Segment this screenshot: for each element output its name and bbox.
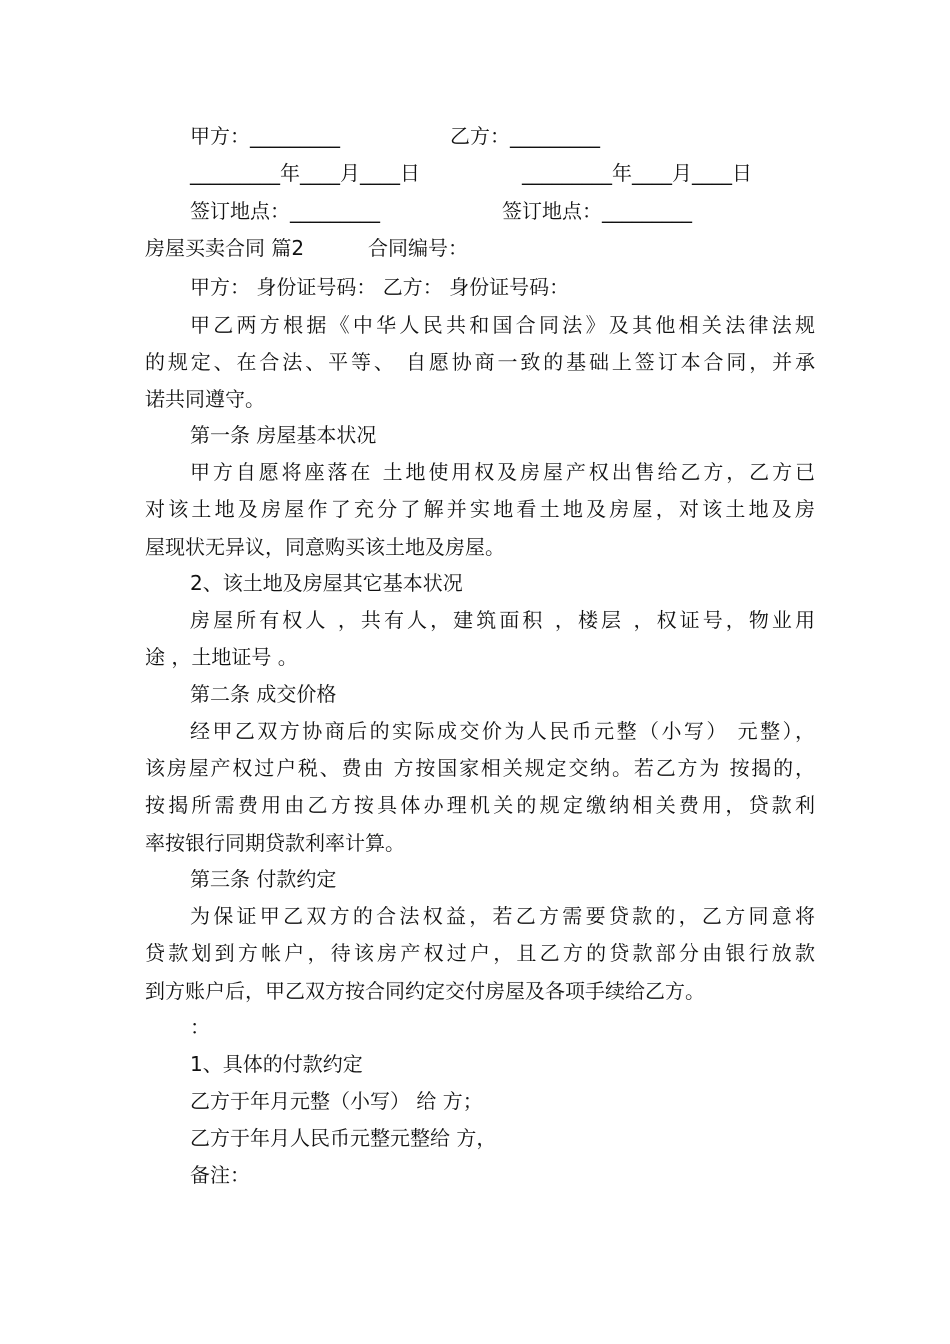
- article-1-heading: 第一条 房屋基本状况: [190, 423, 377, 447]
- article-1-sub-line: 房屋所有权人 ，共有人，建筑面积 ，楼层 ，权证号，物业用: [190, 608, 815, 632]
- article-1-sub-line: 途 ，土地证号 。: [145, 645, 298, 669]
- article-2-line: 率按银行同期贷款利率计算。: [145, 831, 405, 855]
- intro-line: 的规定、在合法、平等、 自愿协商一致的基础上签订本合同，并承: [145, 350, 815, 374]
- intro-line: 诺共同遵守。: [145, 387, 265, 411]
- article-2-heading: 第二条 成交价格: [190, 682, 337, 706]
- payment-line: 乙方于年月元整（小写） 给 方；: [190, 1089, 483, 1113]
- article-3-line: 到方账户后，甲乙双方按合同约定交付房屋及各项手续给乙方。: [145, 979, 705, 1003]
- payment-line: 乙方于年月人民币元整元整给 方，: [190, 1126, 497, 1150]
- article-1-line: 甲方自愿将座落在 土地使用权及房屋产权出售给乙方，乙方已: [190, 460, 815, 484]
- article-3-line: 为保证甲乙双方的合法权益，若乙方需要贷款的，乙方同意将: [190, 904, 815, 928]
- article-1-sub-heading: 2、该土地及房屋其它基本状况: [190, 571, 463, 595]
- article-3-heading: 第三条 付款约定: [190, 867, 337, 891]
- article-2-line: 经甲乙双方协商后的实际成交价为人民币元整（小写） 元整），: [190, 719, 815, 743]
- article-2-line: 该房屋产权过户税、费由 方按国家相关规定交纳。若乙方为 按揭的，: [145, 756, 815, 780]
- article-2-line: 按揭所需费用由乙方按具体办理机关的规定缴纳相关费用，贷款利: [145, 793, 815, 817]
- party-b-signature-label: 乙方：_________: [450, 124, 600, 148]
- contract-number-label: 合同编号：: [368, 236, 468, 260]
- party-a-signature-label: 甲方：_________: [190, 124, 340, 148]
- article-1-line: 屋现状无异议，同意购买该土地及房屋。: [145, 535, 505, 559]
- intro-line: 甲乙两方根据《中华人民共和国合同法》及其他相关法律法规: [190, 313, 815, 337]
- parties-id-line: 甲方： 身份证号码： 乙方： 身份证号码：: [190, 275, 570, 299]
- article-1-line: 对该土地及房屋作了充分了解并实地看土地及房屋，对该土地及房: [145, 497, 815, 521]
- party-b-sign-place: 签订地点：_________: [502, 199, 692, 223]
- colon-line: ：: [190, 1015, 210, 1039]
- remark-label: 备注：: [190, 1163, 250, 1187]
- contract-title: 房屋买卖合同 篇2: [145, 236, 305, 260]
- party-b-date: _________年____月____日: [522, 161, 752, 185]
- party-a-sign-place: 签订地点：_________: [190, 199, 380, 223]
- payment-heading: 1、具体的付款约定: [190, 1052, 363, 1076]
- article-3-line: 贷款划到方帐户，待该房产权过户，且乙方的贷款部分由银行放款: [145, 941, 815, 965]
- party-a-date: _________年____月____日: [190, 161, 420, 185]
